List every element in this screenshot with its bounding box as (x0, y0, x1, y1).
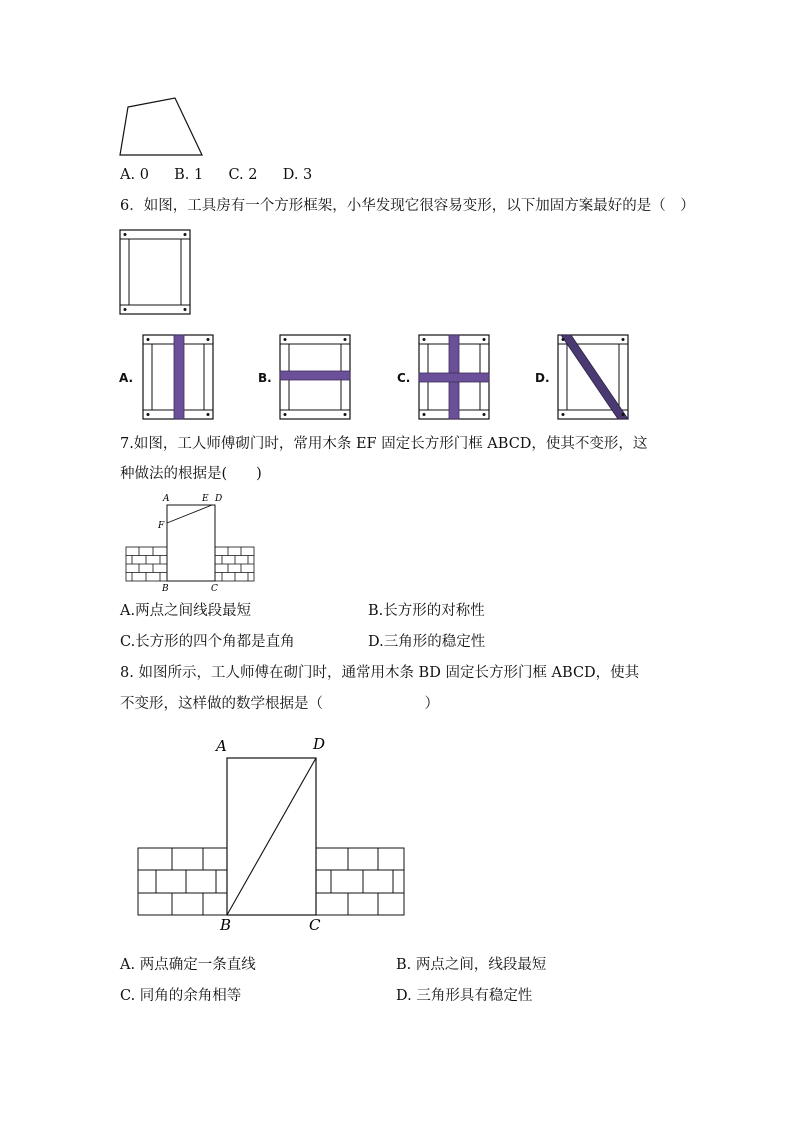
q6-question: 6．如图，工具房有一个方形框架，小华发现它很容易变形，以下加固方案最好的是（ ） (120, 198, 695, 214)
q5-option-a: A. 0 (120, 167, 149, 183)
q7-option-d: D.三角形的稳定性 (368, 634, 486, 650)
q6-option-a-label: A. (119, 371, 134, 385)
q8-option-b: B. 两点之间，线段最短 (396, 957, 547, 973)
q5-option-b: B. 1 (174, 167, 204, 183)
q8-question-line2: 不变形，这样做的数学根据是（ ） (120, 696, 439, 712)
q8-option-a: A. 两点确定一条直线 (120, 957, 256, 973)
q8-label-b: B (220, 916, 232, 934)
q8-label-c: C (309, 916, 321, 934)
q6-option-c-label: C. (397, 371, 411, 385)
q8-question-line1: 8. 如图所示，工人师傅在砌门时，通常用木条 BD 固定长方形门框 ABCD，使其 (120, 665, 640, 681)
q6-option-b-label: B. (258, 371, 272, 385)
q7-label-b: B (162, 584, 169, 594)
q7-label-d: D (215, 494, 223, 504)
q8-label-a: A (216, 737, 227, 755)
q6-option-d-label: D. (535, 371, 550, 385)
q7-label-f: F (158, 521, 165, 531)
q7-label-e: E (202, 494, 209, 504)
q7-question-line1: 7.如图，工人师傅砌门时，常用木条 EF 固定长方形门框 ABCD，使其不变形，这 (120, 436, 648, 452)
q7-label-a: A (163, 494, 170, 504)
q5-option-d: D. 3 (282, 167, 313, 183)
q7-option-a: A.两点之间线段最短 (120, 603, 252, 619)
q8-option-c: C. 同角的余角相等 (120, 988, 242, 1004)
q8-label-d: D (313, 735, 326, 753)
q7-option-c: C.长方形的四个角都是直角 (120, 634, 295, 650)
q5-option-c: C. 2 (228, 167, 258, 183)
q7-question-line2: 种做法的根据是( ) (120, 466, 262, 482)
q7-label-c: C (211, 584, 218, 594)
q7-option-b: B.长方形的对称性 (368, 603, 485, 619)
q8-option-d: D. 三角形具有稳定性 (396, 988, 533, 1004)
